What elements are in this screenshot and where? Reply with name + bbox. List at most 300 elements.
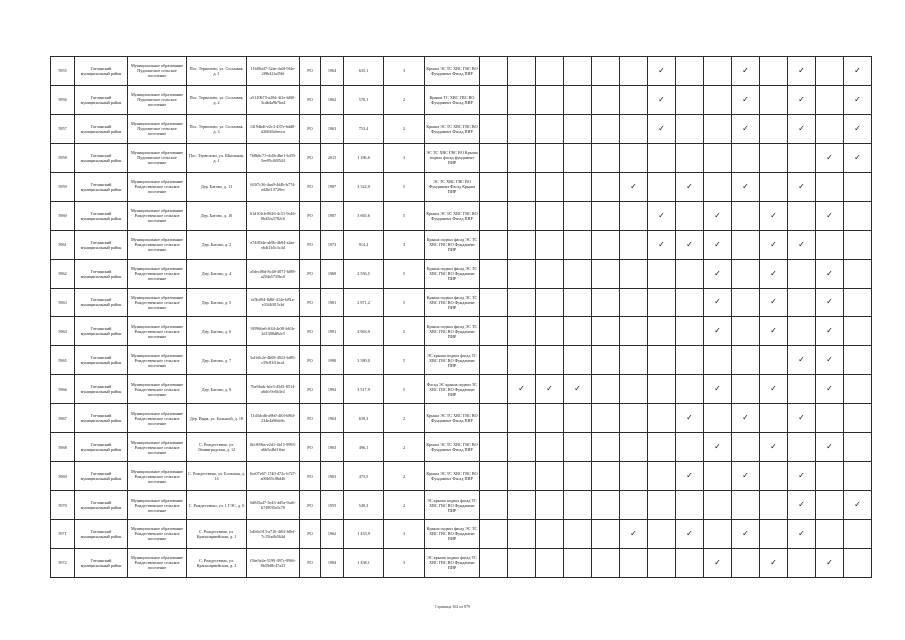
checkmark-icon: ✓	[854, 123, 861, 133]
works-list-cell: Крыша ЭС ТС ХВС ГВС ВО Фундамент Фасад ПИР	[425, 404, 480, 433]
guid-cell: 6ce07e67-1740-472c-b727-a00b55c86d46	[247, 462, 300, 491]
settlement-cell: Муниципальное образование Пудомягское сельское поселение	[128, 143, 187, 172]
checkmark-icon: ✓	[658, 239, 665, 249]
work-type-cell	[704, 288, 732, 317]
work-type-cell	[508, 172, 536, 201]
work-type-cell	[760, 143, 788, 172]
work-type-cell	[760, 201, 788, 230]
ownership-form-cell: РО	[300, 346, 321, 375]
guid-cell: f4194bdf-e2c3-437e-bdd8-d26026c6ecca	[247, 114, 300, 143]
work-type-cell	[620, 259, 648, 288]
address-cell: С. Рождествено, ул. Красноармейская, д. 2	[187, 548, 247, 577]
checkmark-icon: ✓	[742, 528, 749, 538]
work-type-cell	[508, 491, 536, 520]
work-type-cell	[480, 85, 508, 114]
guid-cell: a5120673-a20d-4f1e-b8f0-3cdb4a9b7ba4	[247, 85, 300, 114]
work-type-cell	[844, 548, 872, 577]
checkmark-icon: ✓	[798, 500, 805, 510]
settlement-cell: Муниципальное образование Рождественское сельское поселение	[128, 404, 187, 433]
work-type-cell	[620, 143, 648, 172]
address-cell: Пос. Терволово, ул. Сосновая, д. 2	[187, 85, 247, 114]
works-list-cell: ЭС крыша подвал фасад ТС ХВС ГВС ВО Фундамент ПИР	[425, 548, 480, 577]
work-type-cell	[480, 57, 508, 86]
work-type-cell	[844, 433, 872, 462]
work-type-cell	[564, 548, 592, 577]
work-type-cell	[788, 375, 816, 404]
ownership-form-cell: РО	[300, 201, 321, 230]
address-cell: Пос. Терволово, ул. Сосновая, д. 1	[187, 57, 247, 86]
work-type-cell	[788, 57, 816, 86]
address-cell: Пос. Терволово, ул. Сосновая, д. 3	[187, 114, 247, 143]
guid-cell: 7b8b6c71-cb4b-4be1-b435-5ee95c0f8544	[247, 143, 300, 172]
work-type-cell	[844, 317, 872, 346]
work-type-cell	[676, 85, 704, 114]
work-type-cell	[704, 346, 732, 375]
table-row	[51, 491, 872, 520]
work-type-cell	[788, 520, 816, 549]
work-type-cell	[480, 114, 508, 143]
works-list-cell: Крыша подвал фасад ЭС ТС ХВС ГВС ВО Фундамент ПИР	[425, 288, 480, 317]
work-type-cell	[704, 404, 732, 433]
table-row	[51, 548, 872, 577]
row-number: 5960	[51, 201, 75, 230]
checkmark-icon: ✓	[798, 471, 805, 481]
work-type-cell	[508, 201, 536, 230]
year-built-cell: 1992	[321, 375, 344, 404]
checkmark-icon: ✓	[770, 384, 777, 394]
district-cell: Гатчинский муниципальный район	[75, 462, 128, 491]
work-type-cell	[844, 491, 872, 520]
guid-cell: 6d8f3a47-3e43-4d5a-9ca6-b7490f5a5c70	[247, 491, 300, 520]
works-list-cell: Крыша подвал фасад ЭС ТС ХВС ГВС ВО Фундамент ПИР	[425, 259, 480, 288]
table-row	[51, 317, 872, 346]
checkmark-icon: ✓	[770, 268, 777, 278]
district-cell: Гатчинский муниципальный район	[75, 520, 128, 549]
ownership-form-cell: РО	[300, 85, 321, 114]
work-type-cell	[844, 143, 872, 172]
district-cell: Гатчинский муниципальный район	[75, 259, 128, 288]
checkmark-icon: ✓	[770, 557, 777, 567]
work-type-cell	[676, 462, 704, 491]
work-type-cell	[844, 259, 872, 288]
settlement-cell: Муниципальное образование Рождественское сельское поселение	[128, 346, 187, 375]
district-cell: Гатчинский муниципальный район	[75, 375, 128, 404]
checkmark-icon: ✓	[714, 442, 721, 452]
work-type-cell	[676, 259, 704, 288]
row-number: 5958	[51, 143, 75, 172]
work-type-cell	[592, 288, 620, 317]
work-type-cell	[648, 57, 676, 86]
checkmark-icon: ✓	[686, 471, 693, 481]
floors-cell: 5	[384, 172, 425, 201]
work-type-cell	[676, 114, 704, 143]
work-type-cell	[816, 462, 844, 491]
settlement-cell: Муниципальное образование Рождественское сельское поселение	[128, 433, 187, 462]
checkmark-icon: ✓	[518, 384, 525, 394]
work-type-cell	[648, 375, 676, 404]
page-footer: Страница 362 из 879	[434, 604, 471, 609]
work-type-cell	[508, 375, 536, 404]
work-type-cell	[816, 520, 844, 549]
table-row	[51, 462, 872, 491]
work-type-cell	[564, 288, 592, 317]
settlement-cell: Муниципальное образование Рождественское сельское поселение	[128, 172, 187, 201]
checkmark-icon: ✓	[854, 65, 861, 75]
work-type-cell	[816, 259, 844, 288]
checkmark-icon: ✓	[742, 181, 749, 191]
work-type-cell	[816, 85, 844, 114]
work-type-cell	[536, 201, 564, 230]
work-type-cell	[536, 288, 564, 317]
works-list-cell: Крыша подвал фасад ЭС ТС ХВС ГВС ВО Фундамент ПИР	[425, 230, 480, 259]
row-number: 5964	[51, 317, 75, 346]
work-type-cell	[760, 462, 788, 491]
work-type-cell	[648, 548, 676, 577]
work-type-cell	[648, 462, 676, 491]
work-type-cell	[816, 114, 844, 143]
ownership-form-cell: РО	[300, 404, 321, 433]
district-cell: Гатчинский муниципальный район	[75, 85, 128, 114]
year-built-cell: 1964	[321, 404, 344, 433]
work-type-cell	[592, 259, 620, 288]
checkmark-icon: ✓	[798, 94, 805, 104]
table-row	[51, 114, 872, 143]
work-type-cell	[648, 404, 676, 433]
floors-cell: 3	[384, 230, 425, 259]
work-type-cell	[676, 57, 704, 86]
work-type-cell	[536, 375, 564, 404]
settlement-cell: Муниципальное образование Рождественское сельское поселение	[128, 375, 187, 404]
works-list-cell: ЭС ТС ХВС ГВС ВО Крыша подвал фасад фундамент ПИР	[425, 143, 480, 172]
work-type-cell	[564, 85, 592, 114]
settlement-cell: Муниципальное образование Рождественское сельское поселение	[128, 230, 187, 259]
area-cell: 1 458,1	[344, 548, 384, 577]
checkmark-icon: ✓	[770, 326, 777, 336]
work-type-cell	[564, 491, 592, 520]
work-type-cell	[788, 259, 816, 288]
ownership-form-cell: РО	[300, 57, 321, 86]
work-type-cell	[704, 172, 732, 201]
work-type-cell	[816, 548, 844, 577]
year-built-cell: 1963	[321, 462, 344, 491]
work-type-cell	[760, 491, 788, 520]
ownership-form-cell: РО	[300, 520, 321, 549]
work-type-cell	[592, 114, 620, 143]
ownership-form-cell: РО	[300, 317, 321, 346]
district-cell: Гатчинский муниципальный район	[75, 57, 128, 86]
work-type-cell	[676, 404, 704, 433]
table-row	[51, 520, 872, 549]
area-cell: 475,5	[344, 462, 384, 491]
work-type-cell	[816, 491, 844, 520]
work-type-cell	[620, 201, 648, 230]
work-type-cell	[564, 259, 592, 288]
work-type-cell	[480, 548, 508, 577]
work-type-cell	[816, 143, 844, 172]
work-type-cell	[788, 230, 816, 259]
works-list-cell: ЭС крыша подвал фасад ТС ХВС ГВС ВО Фундамент ПИР	[425, 491, 480, 520]
area-cell: 914,2	[344, 230, 384, 259]
table-row	[51, 230, 872, 259]
work-type-cell	[480, 404, 508, 433]
work-type-cell	[536, 317, 564, 346]
ownership-form-cell: РО	[300, 172, 321, 201]
work-type-cell	[760, 288, 788, 317]
area-cell: 3 322,0	[344, 172, 384, 201]
work-type-cell	[760, 404, 788, 433]
work-type-cell	[620, 317, 648, 346]
work-type-cell	[732, 172, 760, 201]
ownership-form-cell: РО	[300, 114, 321, 143]
checkmark-icon: ✓	[854, 152, 861, 162]
work-type-cell	[760, 259, 788, 288]
year-built-cell: 1963	[321, 433, 344, 462]
work-type-cell	[704, 548, 732, 577]
district-cell: Гатчинский муниципальный район	[75, 143, 128, 172]
area-cell: 4 963,9	[344, 317, 384, 346]
work-type-cell	[732, 230, 760, 259]
district-cell: Гатчинский муниципальный район	[75, 114, 128, 143]
work-type-cell	[592, 433, 620, 462]
year-built-cell: 1963	[321, 114, 344, 143]
work-type-cell	[620, 57, 648, 86]
year-built-cell: 1987	[321, 172, 344, 201]
settlement-cell: Муниципальное образование Рождественское сельское поселение	[128, 201, 187, 230]
work-type-cell	[480, 259, 508, 288]
work-type-cell	[760, 548, 788, 577]
work-type-cell	[564, 201, 592, 230]
work-type-cell	[480, 491, 508, 520]
settlement-cell: Муниципальное образование Рождественское сельское поселение	[128, 520, 187, 549]
work-type-cell	[480, 172, 508, 201]
table-row	[51, 201, 872, 230]
work-type-cell	[536, 230, 564, 259]
checkmark-icon: ✓	[742, 94, 749, 104]
work-type-cell	[676, 548, 704, 577]
work-type-cell	[648, 172, 676, 201]
checkmark-icon: ✓	[770, 239, 777, 249]
row-number: 5957	[51, 114, 75, 143]
table-row	[51, 433, 872, 462]
work-type-cell	[536, 548, 564, 577]
row-number: 5966	[51, 375, 75, 404]
work-type-cell	[816, 317, 844, 346]
work-type-cell	[564, 230, 592, 259]
year-built-cell: 1955	[321, 491, 344, 520]
work-type-cell	[704, 375, 732, 404]
work-type-cell	[592, 346, 620, 375]
work-type-cell	[760, 375, 788, 404]
area-cell: 3 580,0	[344, 346, 384, 375]
work-type-cell	[788, 433, 816, 462]
floors-cell: 3	[384, 57, 425, 86]
checkmark-icon: ✓	[714, 268, 721, 278]
district-cell: Гатчинский муниципальный район	[75, 548, 128, 577]
checkmark-icon: ✓	[826, 297, 833, 307]
row-number: 5959	[51, 172, 75, 201]
ownership-form-cell: РО	[300, 375, 321, 404]
work-type-cell	[480, 317, 508, 346]
address-cell: С. Рождествено, ул. Красноармейская, д. 1	[187, 520, 247, 549]
work-type-cell	[732, 520, 760, 549]
work-type-cell	[620, 230, 648, 259]
work-type-cell	[844, 462, 872, 491]
work-type-cell	[480, 201, 508, 230]
table-row	[51, 259, 872, 288]
address-cell: Дер. Батово, д. 4	[187, 259, 247, 288]
table-row	[51, 85, 872, 114]
work-type-cell	[620, 288, 648, 317]
checkmark-icon: ✓	[630, 528, 637, 538]
district-cell: Гатчинский муниципальный район	[75, 288, 128, 317]
work-type-cell	[564, 404, 592, 433]
work-type-cell	[760, 520, 788, 549]
checkmark-icon: ✓	[686, 528, 693, 538]
works-list-cell: Крыша ЭС ТС ХВС ГВС ВО Фундамент Фасад ПИР	[425, 433, 480, 462]
floors-cell: 3	[384, 520, 425, 549]
guid-cell: 3a1b0c2e-4b08-4922-bd91-c59c83f16ca1	[247, 346, 300, 375]
work-type-cell	[732, 433, 760, 462]
row-number: 5972	[51, 548, 75, 577]
work-type-cell	[480, 462, 508, 491]
checkmark-icon: ✓	[826, 557, 833, 567]
work-type-cell	[788, 404, 816, 433]
row-number: 5971	[51, 520, 75, 549]
work-type-cell	[816, 433, 844, 462]
checkmark-icon: ✓	[742, 471, 749, 481]
address-cell: Дер. Батово, д. 7	[187, 346, 247, 375]
address-cell: Дер. Батово, д. 11	[187, 172, 247, 201]
checkmark-icon: ✓	[714, 326, 721, 336]
housing-register-table	[50, 56, 872, 578]
work-type-cell	[816, 288, 844, 317]
checkmark-icon: ✓	[854, 500, 861, 510]
checkmark-icon: ✓	[798, 123, 805, 133]
work-type-cell	[592, 201, 620, 230]
area-cell: 635,1	[344, 57, 384, 86]
work-type-cell	[676, 433, 704, 462]
guid-cell: a5dec06d-8c48-4071-bf88-a204a5735bc0	[247, 259, 300, 288]
checkmark-icon: ✓	[826, 210, 833, 220]
row-number: 5961	[51, 230, 75, 259]
year-built-cell: 1987	[321, 201, 344, 230]
work-type-cell	[704, 520, 732, 549]
work-type-cell	[592, 143, 620, 172]
address-cell: Пос. Терволово, ул. Школьная, д. 1	[187, 143, 247, 172]
work-type-cell	[536, 143, 564, 172]
work-type-cell	[732, 548, 760, 577]
address-cell: С. Рождествено, ул. Большая, д. 14	[187, 462, 247, 491]
year-built-cell: 2015	[321, 143, 344, 172]
work-type-cell	[676, 288, 704, 317]
work-type-cell	[480, 143, 508, 172]
work-type-cell	[732, 404, 760, 433]
district-cell: Гатчинский муниципальный район	[75, 346, 128, 375]
work-type-cell	[676, 172, 704, 201]
work-type-cell	[760, 114, 788, 143]
row-number: 5968	[51, 433, 75, 462]
work-type-cell	[480, 433, 508, 462]
checkmark-icon: ✓	[630, 181, 637, 191]
work-type-cell	[508, 288, 536, 317]
table-row	[51, 143, 872, 172]
work-type-cell	[648, 143, 676, 172]
work-type-cell	[508, 114, 536, 143]
work-type-cell	[592, 172, 620, 201]
work-type-cell	[648, 259, 676, 288]
area-cell: 1 186,6	[344, 143, 384, 172]
work-type-cell	[732, 288, 760, 317]
checkmark-icon: ✓	[658, 94, 665, 104]
work-type-cell	[508, 85, 536, 114]
checkmark-icon: ✓	[798, 181, 805, 191]
works-list-cell: Крыша ТС ХВС ГВС ВО Фундамент Фасад ПИР	[425, 85, 480, 114]
works-list-cell: Крыша ЭС ТС ХВС ГВС ВО Фундамент Фасад ПИР	[425, 114, 480, 143]
address-cell: Дер. Выра, ул. Большой, д. 18	[187, 404, 247, 433]
work-type-cell	[536, 85, 564, 114]
address-cell: Дер. Батово, д. 2	[187, 230, 247, 259]
year-built-cell: 1962	[321, 85, 344, 114]
work-type-cell	[732, 85, 760, 114]
floors-cell: 3	[384, 548, 425, 577]
floors-cell: 2	[384, 433, 425, 462]
work-type-cell	[704, 433, 732, 462]
table-row	[51, 172, 872, 201]
work-type-cell	[508, 57, 536, 86]
work-type-cell	[816, 57, 844, 86]
guid-cell: 11b80a47-32ae-4a0f-9f4e-2f9b42fa356f	[247, 57, 300, 86]
work-type-cell	[508, 230, 536, 259]
work-type-cell	[760, 317, 788, 346]
work-type-cell	[704, 491, 732, 520]
work-type-cell	[536, 520, 564, 549]
work-type-cell	[676, 346, 704, 375]
checkmark-icon: ✓	[742, 413, 749, 423]
work-type-cell	[592, 85, 620, 114]
work-type-cell	[816, 346, 844, 375]
settlement-cell: Муниципальное образование Пудомягское сельское поселение	[128, 57, 187, 86]
row-number: 5963	[51, 288, 75, 317]
checkmark-icon: ✓	[714, 239, 721, 249]
floors-cell: 5	[384, 375, 425, 404]
table-row	[51, 375, 872, 404]
work-type-cell	[732, 346, 760, 375]
area-cell: 753,4	[344, 114, 384, 143]
work-type-cell	[760, 85, 788, 114]
work-type-cell	[564, 462, 592, 491]
work-type-cell	[648, 433, 676, 462]
work-type-cell	[536, 114, 564, 143]
address-cell: Дер. Батово, д. 5	[187, 288, 247, 317]
work-type-cell	[508, 548, 536, 577]
checkmark-icon: ✓	[714, 384, 721, 394]
work-type-cell	[508, 259, 536, 288]
checkmark-icon: ✓	[714, 210, 721, 220]
work-type-cell	[508, 462, 536, 491]
work-type-cell	[592, 491, 620, 520]
work-type-cell	[704, 114, 732, 143]
ownership-form-cell: РО	[300, 230, 321, 259]
district-cell: Гатчинский муниципальный район	[75, 201, 128, 230]
area-cell: 549,3	[344, 491, 384, 520]
address-cell: С. Рождествено, ул. Ленинградская, д. 12	[187, 433, 247, 462]
year-built-cell: 1990	[321, 346, 344, 375]
checkmark-icon: ✓	[798, 239, 805, 249]
district-cell: Гатчинский муниципальный район	[75, 404, 128, 433]
work-type-cell	[732, 491, 760, 520]
work-type-cell	[676, 375, 704, 404]
work-type-cell	[648, 288, 676, 317]
